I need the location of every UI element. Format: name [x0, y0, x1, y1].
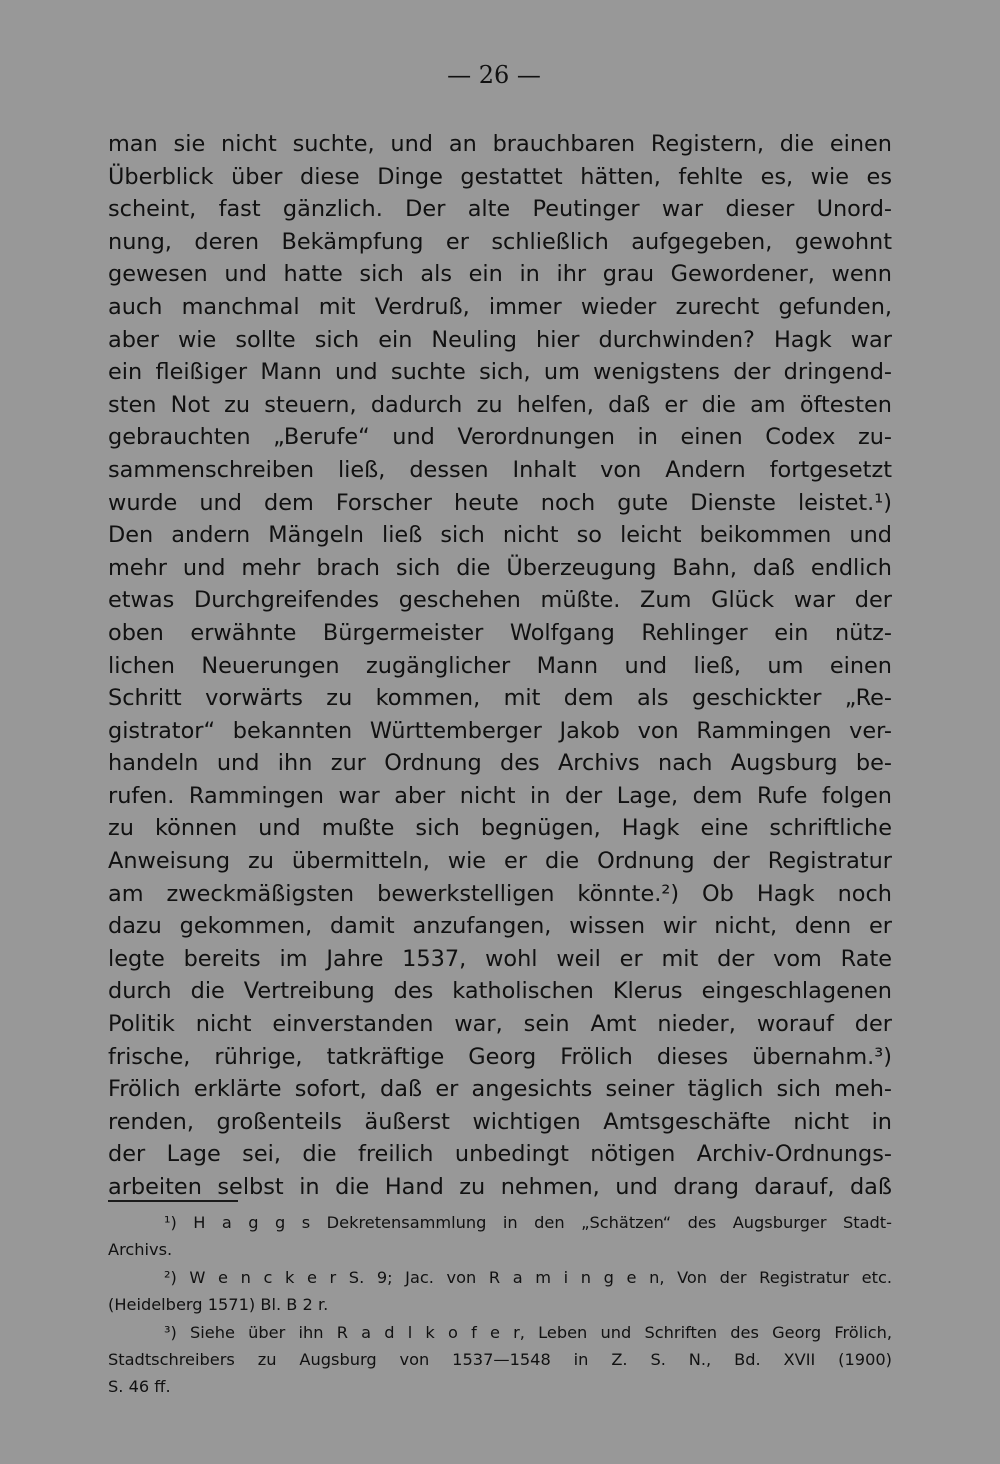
body-line: handeln und ihn zur Ordnung des Archivs nach Augsburg be-	[108, 750, 892, 777]
body-line: Anweisung zu übermitteln, wie er die Ordnung der Registratur	[108, 848, 892, 875]
body-line: dazu gekommen, damit anzufangen, wissen wir nicht, denn er	[108, 913, 892, 940]
body-line: gebrauchten „Berufe“ und Verordnungen in einen Codex zu-	[108, 424, 892, 451]
footnote-1	[108, 1209, 892, 1264]
body-line: gistrator“ bekannten Württemberger Jakob von Rammingen ver-	[108, 717, 892, 744]
footnotes	[108, 1209, 892, 1401]
body-line: scheint, fast gänzlich. Der alte Peutinger war dieser Unord-	[108, 196, 892, 223]
body-line: Frölich erklärte sofort, daß er angesichts seiner täglich sich meh-	[108, 1076, 892, 1103]
footnote-line: ¹) H a g g s Dekretensammlung in den „Schätzen“ des Augsburger Stadt-	[164, 1213, 892, 1232]
body-line: gewesen und hatte sich als ein in ihr grau Gewordener, wenn	[108, 261, 892, 288]
body-line: frische, rührige, tatkräftige Georg Frölich dieses übernahm.³)	[108, 1043, 892, 1070]
body-line: nung, deren Bekämpfung er schließlich aufgegeben, gewohnt	[108, 228, 892, 255]
body-line: etwas Durchgreifendes geschehen müßte. Zum Glück war der	[108, 587, 892, 614]
body-line: man sie nicht suchte, und an brauchbaren Registern, die einen	[108, 131, 892, 157]
body-line: sten Not zu steuern, dadurch zu helfen, daß er die am öftesten	[108, 391, 892, 418]
body-line: der Lage sei, die freilich unbedingt nötigen Archiv-Ordnungs-	[108, 1141, 892, 1168]
footnote-line: ²) W e n c k e r S. 9; Jac. von R a m i n g e n, Von der Registratur etc.	[164, 1267, 892, 1287]
body-line: Den andern Mängeln ließ sich nicht so leicht beikommen und	[108, 522, 892, 549]
footnote-3	[108, 1319, 892, 1401]
body-line: auch manchmal mit Verdruß, immer wieder zurecht gefunden,	[108, 293, 892, 320]
footnote-line: S. 46 ff.	[108, 1377, 171, 1397]
body-line: durch die Vertreibung des katholischen Klerus eingeschlagenen	[108, 978, 892, 1005]
body-line: ein fleißiger Mann und suchte sich, um wenigstens der dringend-	[108, 359, 892, 386]
body-line: aber wie sollte sich ein Neuling hier durchwinden? Hagk war	[108, 326, 892, 353]
body-line: Schritt vorwärts zu kommen, mit dem als geschickter „Re-	[108, 685, 892, 712]
footnote-2	[108, 1264, 892, 1319]
body-line: Politik nicht einverstanden war, sein Amt nieder, worauf der	[108, 1011, 892, 1038]
body-line: legte bereits im Jahre 1537, wohl weil er mit der vom Rate	[108, 945, 892, 972]
body-line: mehr und mehr brach sich die Überzeugung Bahn, daß endlich	[108, 554, 892, 581]
body-text	[108, 128, 892, 1204]
body-line: wurde und dem Forscher heute noch gute Dienste leistet.¹)	[108, 489, 892, 516]
footnote-line: Stadtschreibers zu Augsburg von 1537—1548 in Z. S. N., Bd. XVII (1900)	[108, 1349, 892, 1369]
page-number: — 26 —	[447, 61, 541, 89]
body-line: rufen. Rammingen war aber nicht in der Lage, dem Rufe folgen	[108, 782, 892, 809]
body-line: renden, großenteils äußerst wichtigen Amtsgeschäfte nicht in	[108, 1108, 892, 1135]
footnote-line: Archivs.	[108, 1240, 173, 1260]
body-line: lichen Neuerungen zugänglicher Mann und ließ, um einen	[108, 652, 892, 679]
body-line: oben erwähnte Bürgermeister Wolfgang Rehlinger ein nütz-	[108, 619, 892, 646]
body-line: sammenschreiben ließ, dessen Inhalt von Andern fortgesetzt	[108, 456, 892, 483]
footnote-divider	[108, 1200, 238, 1202]
body-line: Überblick über diese Dinge gestattet hätten, fehlte es, wie es	[108, 163, 892, 190]
body-line: zu können und mußte sich begnügen, Hagk eine schriftliche	[108, 815, 892, 842]
footnote-line: (Heidelberg 1571) Bl. B 2 r.	[108, 1295, 329, 1315]
body-line: am zweckmäßigsten bewerkstelligen könnte.²) Ob Hagk noch	[108, 880, 892, 907]
footnote-line: ³) Siehe über ihn R a d l k o f e r, Leben und Schriften des Georg Frölich,	[164, 1322, 892, 1342]
body-line: arbeiten selbst in die Hand zu nehmen, und drang darauf, daß	[108, 1174, 892, 1200]
